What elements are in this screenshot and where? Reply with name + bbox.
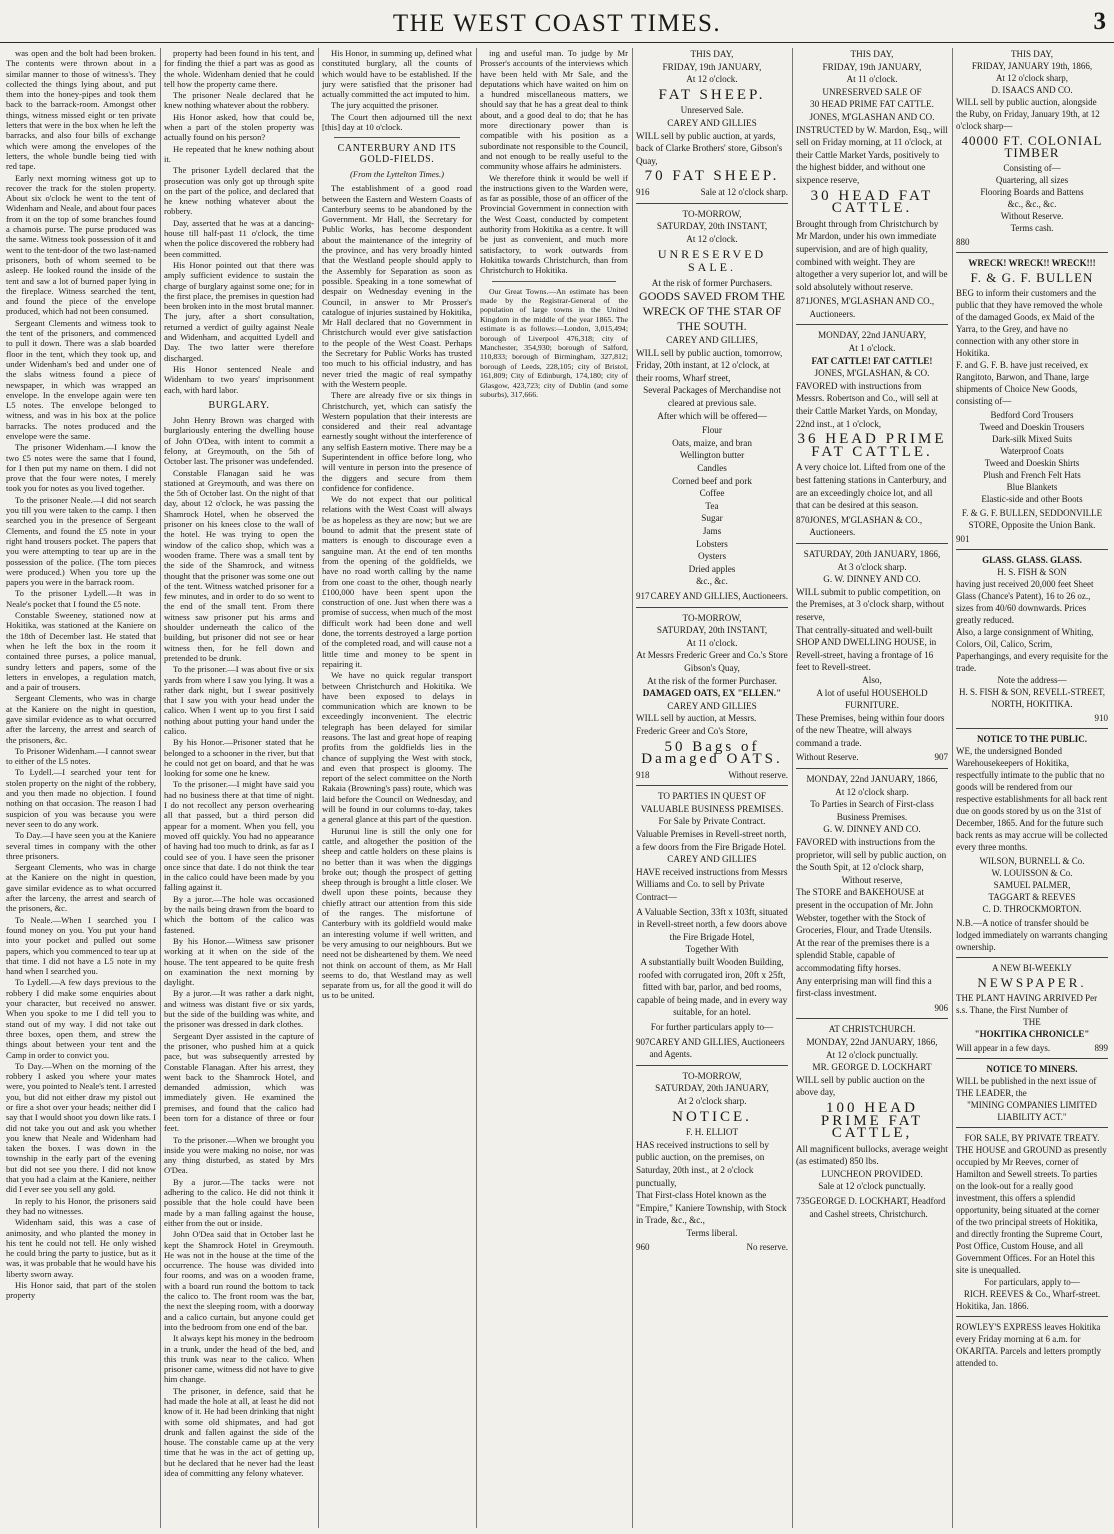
article-paragraph: John Henry Brown was charged with burglariously entering the dwelling house of John O'Dea, with intent to commit a felony, at Greymouth, on the 5th of October last. The prisoner was undefended.: [164, 415, 314, 467]
ad-nb: N.B.—A notice of transfer should be lodged immediately on warrants changing ownership.: [956, 918, 1108, 952]
ad-item-list: [636, 424, 788, 588]
list-item: Wellington butter: [679, 450, 745, 461]
ad-time: At 1 o'clock.: [848, 343, 896, 354]
ad-divider: [636, 203, 788, 204]
ad-body: BEG to inform their customers and the public that they have removed the whole of the damaged Goods, ex Maid of the Yarra, to the Grey, and have no connection with any other store in Hokitika.: [956, 288, 1103, 358]
article-paragraph: By his Honor.—Prisoner stated that he belonged to a schooner in the river, but that he could not get on board, and that he was looking for some one he knew.: [164, 737, 314, 779]
ad-body: WILL be published in the next issue of THE LEADER, the: [956, 1076, 1097, 1098]
ad-divider: [636, 607, 788, 608]
summing-up: [322, 48, 472, 132]
ad-time: At 12 o'clock sharp.: [835, 786, 909, 797]
list-item: Sugar: [701, 513, 723, 524]
article-paragraph: It always kept his money in the bedroom in a trunk, under the head of the bed, and this trunk was near to the calico. When prisoner came, witness did not have to give him change.: [164, 1333, 314, 1385]
ad-sub: For Sale by Private Contract.: [658, 816, 766, 827]
ad-body: THE PLANT HAVING ARRIVED Per s.s. Thane, the First Number of: [956, 993, 1098, 1015]
ad-body: WILL sell by public auction, alongside the Ruby, on Friday, January 19th, at 12 o'clock sharp—: [956, 97, 1100, 131]
list-item: Quartering, all sizes: [995, 175, 1069, 185]
ad-date: MONDAY, 22nd JANUARY,: [817, 330, 927, 341]
ad-bullen-wreck: [956, 257, 1108, 545]
ad-new-newspaper: [956, 962, 1108, 1054]
article-paragraph: To the prisoner.—When we brought you inside you were making no noise, nor was any thing disturbed, as stated by Mrs O'Dea.: [164, 1134, 314, 1176]
article-paragraph: Day, asserted that he was at a dancing-house till half-past 11 o'clock, the time when the police discovered the robbery had been committed.: [164, 217, 314, 259]
ad-auctioneer: D. ISAACS AND CO.: [991, 85, 1073, 95]
advert-column-6: [796, 48, 948, 1528]
ad-reserve: Without reserve.: [728, 769, 788, 780]
list-item: Plush and French Felt Hats: [983, 470, 1081, 480]
ad-body: To Parties in Search of First-class Business Premises.: [810, 799, 934, 822]
masthead: [0, 8, 1114, 43]
ad-number: 871: [796, 296, 810, 307]
ad-headline: FOR SALE, BY PRIVATE TREATY.: [964, 1133, 1100, 1143]
list-item: Tweed and Doeskin Trousers: [979, 422, 1085, 432]
ad-shop-dwelling: [796, 548, 948, 764]
article-paragraph: The prisoner Widenham.—I know the two £5 notes were the same that I found, for I then put my name on them. I did not prove that the four were notes, I merely took you for notes as you lived together.: [6, 442, 156, 494]
article-divider: [334, 137, 460, 138]
ad-divider: [796, 324, 948, 325]
ad-terms: Terms liberal.: [686, 1227, 738, 1238]
ad-empire-hotel: [636, 1070, 788, 1254]
ad-30-fat-cattle: [796, 48, 948, 320]
ad-time: At 11 o'clock.: [686, 637, 738, 648]
court-report-widenham: [164, 48, 314, 395]
news-column-3: [322, 48, 472, 1528]
ad-date: THIS DAY,: [690, 49, 734, 59]
canterbury-article: [322, 183, 472, 1000]
article-paragraph: Constable Flanagan said he was stationed at Greymouth, and was there on the 5th of October last. On the night of that day, about 12 o'clock, he was passing the Shamrock Hotel, when he observed the prisoner on his knees close to the wall of the hotel. He was trying to open the window of the calico shop, which was a wooden frame. There was a small tent by the side of the Shamrock, and witness thought that the prisoner was some one out of the tent. Witness watched prisoner for a few minutes, and in order to do so went to the end of the small tent. From there witness saw prisoner put his arms and shoulder underneath the calico of the building, but prisoner did not see or hear witness then, for he fell down and pretended to be drunk.: [164, 467, 314, 663]
ad-auctioneer: CAREY AND GILLIES: [667, 700, 757, 711]
ad-notice-to-public: [956, 733, 1108, 953]
article-paragraph: The jury acquitted the prisoner.: [331, 100, 439, 111]
article-paragraph: To the prisoner Neale.—I did not search you till you were taken to the camp. I then searched you in the presence of Sergeant Clements, and found the £5 note in your right hand trousers pocket. The papers that you were attempting to tear up are in the possession of the police. (The torn pieces were produced.) When you tore up the papers you were in the barrack room.: [6, 494, 156, 588]
list-item: C. D. THROCKMORTON.: [982, 904, 1082, 914]
article-paragraph: To Lydell.—A few days previous to the robbery I did make some enquiries about your character, but received no answer. When you spoke to me I did tell you to stand out of my way. I did not take out three boxes, open them, and strew the things about between your tent and the Camp in order to convict you.: [6, 977, 156, 1060]
ad-divider: [796, 543, 948, 544]
ad-number: 907: [934, 752, 948, 763]
ad-number: 901: [956, 534, 970, 544]
ad-title: "HOKITIKA CHRONICLE": [974, 1029, 1090, 1039]
ad-body: THE HOUSE and GROUND as presently occupied by Mr Reeves, corner of Hamilton and Sewell streets. To parties on the look-out for a really good investment, this offers a splendid opportunity, being situated at the corner of the two principal streets of Hokitika, and directly fronting the Supreme Court, Post Office, Custom House, and all Government Offices. For an Hotel this site is unequalled.: [956, 1145, 1107, 1275]
burglary-report: [164, 415, 314, 1478]
ad-body: WILL sell by public auction, at yards, back of Clarke Brothers' store, Gibson's Quay,: [636, 130, 783, 166]
list-item: Dried apples: [688, 563, 736, 574]
column-rule: [160, 48, 161, 1528]
ad-body: That First-class Hotel known as the "Empire," Kaniere Township, with Stock in Trade, &c., &c.,: [636, 1190, 787, 1226]
ad-place: At Messrs Frederic Greer and Co.'s Store Gibson's Quay,: [636, 650, 788, 673]
column-rule: [792, 48, 793, 1528]
ad-body: Also, a large consignment of Whiting, Colors, Oil, Calico, Scrim, Paperhangings, and every requisite for the trade.: [956, 627, 1108, 673]
list-item: Tea: [705, 500, 719, 511]
article-paragraph: To Neale.—When I searched you I found money on you. You put your hand into your pocket and pulled out some papers, which you commenced to tear up at that time. I did not have a L5 note in my hand when I searched you.: [6, 914, 156, 977]
list-item: Oysters: [697, 551, 727, 562]
article-paragraph: Sergeant Clements, who was in charge at the Kaniere on the night in question, gave similar evidence as to what occurred after the larceny, the arrest and search of the prisoners, &c.: [6, 862, 156, 914]
ad-firm: F. & G. F. BULLEN: [970, 270, 1094, 285]
canterbury-heading: CANTERBURY AND ITS GOLD-FIELDS.: [337, 143, 457, 165]
column-rule: [632, 48, 633, 1528]
ad-divider: [956, 549, 1108, 550]
ad-headline: 30 HEAD PRIME FAT CATTLE.: [810, 99, 934, 110]
ad-date: TO-MORROW,: [682, 1070, 742, 1081]
ad-body: All magnificent bullocks, average weight (as estimated) 850 lbs.: [796, 1143, 948, 1167]
ad-lot: 30 HEAD FAT CATTLE.: [810, 187, 934, 217]
ad-signatories: [956, 855, 1108, 915]
list-item: SAMUEL PALMER,: [993, 880, 1071, 890]
ad-headline: DAMAGED OATS, EX "ELLEN.": [642, 688, 782, 699]
ad-sale-time: Sale at 12 o'clock punctually.: [818, 1181, 926, 1192]
ad-body: WILL submit to public competition, on the Premises, at 3 o'clock sharp, without reserve,: [796, 586, 945, 622]
ad-notice-to-miners: [956, 1063, 1108, 1123]
ad-lot: 40000 FT. COLONIAL TIMBER: [961, 133, 1103, 160]
ad-headline: WRECK! WRECK!! WRECK!!!: [968, 258, 1096, 268]
ad-divider: [956, 1316, 1108, 1317]
ad-further: For particulars, apply to—: [984, 1277, 1080, 1287]
ad-number: 917: [636, 590, 650, 601]
ad-kicker: A NEW BI-WEEKLY: [992, 963, 1072, 973]
article-paragraph: Sergeant Clements and witness took to the tent of the prisoners, and commenced to pull it down. There was a slab boarded floor in the tent, which they took up, and under Widenham's bed and under one of the slabs witness found a piece of newspaper, in which was wrapped an envelope. In the envelope again were ten L5 notes. The envelope belonged to witness, and was in his box at the police barracks. The notes produced and the envelope were the same.: [6, 317, 156, 441]
article-source: (From the Lyttelton Times.): [350, 168, 444, 179]
list-item: WILSON, BURNELL & Co.: [979, 856, 1085, 866]
article-paragraph: The prisoner Neale declared that he knew nothing whatever about the robbery.: [164, 90, 314, 111]
ad-further: For further particulars apply to—: [650, 1021, 774, 1032]
ad-reserve: Unreserved Sale.: [680, 105, 744, 116]
ad-signature: CAREY AND GILLIES, Auctioneers.: [650, 590, 788, 601]
ad-divider: [956, 252, 1108, 253]
ad-date: THIS DAY,: [850, 49, 894, 59]
ad-headline: NOTICE TO MINERS.: [986, 1064, 1078, 1074]
ad-reserve: No reserve.: [746, 1242, 788, 1253]
advert-column-5: [636, 48, 788, 1528]
ad-auctioneer: JONES, M'GLASHAN, & CO.: [814, 368, 930, 379]
ad-body: FAVORED with instructions from the proprietor, will sell by public auction, on the South Spit, at 12 o'clock sharp,: [796, 837, 947, 873]
ad-divider: [956, 728, 1108, 729]
article-paragraph: To the prisoner.—I might have said you had no business there at that time of night. I do not recollect any person overhearing all that passed, but a third person did appear for a moment. When you fell, you moved off quickly. You had no appearance of having had too much to drink, as far as I could see of you. I have seen the prisoner once since that date. I do not think the tear in the calico could have been made by you falling against it.: [164, 779, 314, 893]
ad-lot: 100 HEAD PRIME FAT CATTLE,: [820, 1099, 924, 1142]
ad-date: SATURDAY, 20th JANUARY,: [655, 1083, 769, 1094]
list-item: &c., &c., &c.: [1007, 199, 1057, 209]
article-paragraph: His Honor pointed out that there was amply sufficient evidence to sustain the charge of burglary against some one; for in the first place, the premises in question had been broken into in the most brutal manner. The jury, after a short consultation, returned a verdict of guilty against Neale and Widenham, and acquitted Lydell and Day. The two latter were therefore discharged.: [164, 259, 314, 363]
article-paragraph: He repeated that he knew nothing about it.: [164, 143, 314, 164]
ad-date: SATURDAY, 20th JANUARY, 1866,: [803, 548, 941, 559]
ad-body: having just received 20,000 feet Sheet Glass (Chance's Patent), 16 to 26 oz., sizes from 40/60 downwards. Prices greatly reduced.: [956, 579, 1094, 625]
ad-damaged-oats: [636, 612, 788, 782]
ad-body: FAVORED with instructions from Messrs. Robertson and Co., will sell at their Cattle Market Yards, on Monday, 22nd inst., at 1 o'clock,: [796, 380, 939, 429]
list-item: Tweed and Doeskin Shirts: [984, 458, 1080, 468]
ad-headline: FAT CATTLE! FAT CATTLE!: [811, 355, 933, 366]
ad-date: FRIDAY, 19th JANUARY,: [822, 61, 922, 72]
article-paragraph: The Court then adjourned till the next [this] day at 10 o'clock.: [322, 111, 472, 133]
article-paragraph: To the prisoner.—I was about five or six yards from where I saw you lying. It was a rather dark night, but I swear positively that I saw you with your head under the calico. When I went up to you first I said nothing about putting your hand under the calico.: [164, 664, 314, 736]
ad-body: WILL sell by public auction, tomorrow, Friday, 20th instant, at 12 o'clock, at their rooms, Wharf street,: [636, 347, 783, 383]
ad-star-of-the-south: [636, 208, 788, 603]
ad-body: WILL sell by public auction on the above day,: [796, 1074, 925, 1098]
ad-item-list: [636, 906, 788, 1019]
article-paragraph: The prisoner Lydell declared that the prosecution was only got up through spite on the part of the police, and declared that he knew nothing whatever about the robbery.: [164, 165, 314, 217]
ad-item-list: [956, 162, 1108, 234]
ad-body: Brought through from Christchurch by Mr Mardon, under his own immediate supervision, and are of high quality, combined with weight. They are altogether a very superior lot, and will be sold absolutely without reserve.: [796, 218, 948, 292]
ad-body: F. and G. F. B. have just received, ex Rangitoto, Barwon, and Thane, large shipments of Choice New Goods, consisting of—: [956, 360, 1089, 406]
ad-signature: CAREY AND GILLIES, Auctioneers and Agents.: [649, 1036, 785, 1060]
list-item: &c., &c.: [696, 576, 728, 587]
ad-christchurch-cattle: [796, 1023, 948, 1220]
ad-title: "MINING COMPANIES LIMITED LIABILITY ACT.": [967, 1100, 1097, 1122]
ad-reserve: Without reserve,: [841, 874, 903, 885]
ad-body: Also,: [862, 674, 882, 685]
ad-body: The STORE and BAKEHOUSE at present in the occupation of Mr. John Webster, together with the Stock of Groceries, Flour, and Trade Utensils.: [796, 887, 934, 936]
article-paragraph: Sergeant Dyer assisted in the capture of the prisoner, who pushed him at a quick pace, but was subsequently arrested by Constable Flanagan. After his arrest, they went back to the Shamrock Hotel, and demanded admission, which was immediately given. He examined the premises, and found that the calico had been torn for a distance of three or four feet.: [164, 1030, 314, 1134]
ad-time: At 3 o'clock sharp.: [837, 561, 907, 572]
ad-headline: UNRESERVED SALE.: [657, 247, 767, 274]
list-item: Without Reserve.: [1000, 211, 1064, 221]
ad-time: At 12 o'clock.: [686, 233, 738, 244]
list-item: A Valuable Section, 33ft x 103ft, situated in Revell-street north, a few doors above the Fire Brigade Hotel,: [636, 906, 788, 942]
ad-glass: [956, 554, 1108, 724]
ad-auctioneer: CAREY AND GILLIES: [667, 117, 757, 128]
list-item: Blue Blankets: [1006, 482, 1058, 492]
ad-number: 918: [636, 769, 650, 780]
article-paragraph: To Day.—I have seen you at the Kaniere several times in company with the other three prisoners.: [6, 830, 156, 861]
list-item: Waterproof Coats: [1000, 446, 1064, 456]
article-paragraph: was open and the bolt had been broken. The contents were thrown about in a similar manner to those of witness's. They collected the things lying about, and put them into the honey-pipes and took them back to the barrack-room. Amongst other things, witness missed eight or ten private letters that were in the box when he left the barracks, and also four bills of exchange which were among the envelopes of the letters, the whole bundle being tied with red tape.: [6, 48, 156, 172]
ad-auctioneer: CAREY AND GILLIES: [667, 854, 757, 865]
ad-signature: F. & G. F. BULLEN, SEDDONVILLE STORE, Opposite the Union Bank.: [961, 508, 1103, 530]
ad-number: 916: [636, 186, 650, 197]
ad-signature: JONES, M'GLASHAN AND CO., Auctioneers.: [809, 296, 935, 319]
list-item: Terms cash.: [1010, 223, 1054, 233]
ad-headline: FAT SHEEP.: [658, 86, 766, 103]
ad-fat-sheep: [636, 48, 788, 199]
article-paragraph: Widenham said, this was a case of animosity, and who planted the money in his tent he could not tell. He only wished he could bring the party to justice, but as it was, it was probable that he would have his liberty sworn away.: [6, 1217, 156, 1279]
ad-divider: [796, 1018, 948, 1019]
article-paragraph: Constable Sweeney, stationed now at Hokitika, was stationed at the Kaniere on the 18th of December last. He stated that when he left the box in the room it contained three purses, a police manual, sundry letters and papers, some of the letters in envelopes, a regulation match, and a pair of trousers.: [6, 610, 156, 693]
list-item: A substantially built Wooden Building, roofed with corrugated iron, 20ft x 25ft, fitted with bar, parlor, and bed rooms, capable of being made, and in every way suitable, for an hotel.: [636, 957, 788, 1018]
page-number: 3: [1093, 8, 1106, 35]
list-item: Lobsters: [696, 538, 728, 549]
ad-date: MONDAY, 22nd JANUARY, 1866,: [806, 774, 938, 785]
newspaper-title: THE WEST COAST TIMES.: [392, 10, 722, 37]
ad-36-fat-cattle: [796, 329, 948, 539]
ad-place: AT CHRISTCHURCH.: [828, 1024, 916, 1035]
ad-date: SATURDAY, 20th INSTANT,: [656, 221, 768, 232]
ad-auctioneer: JONES, M'GLASHAN AND CO.: [809, 111, 935, 122]
ad-lot: 70 FAT SHEEP.: [644, 168, 780, 185]
ad-firm: H. S. FISH & SON: [997, 567, 1067, 577]
list-item: Dark-silk Mixed Suits: [992, 434, 1072, 444]
ad-note: Note the address—: [997, 675, 1067, 685]
ad-headline: UNRESERVED SALE OF: [822, 86, 922, 97]
ad-headline: NOTICE TO THE PUBLIC.: [976, 734, 1088, 744]
ad-auctioneer: G. W. DINNEY AND CO.: [823, 824, 921, 835]
ad-signature: H. S. FISH & SON, REVELL-STREET, NORTH, HOKITIKA.: [958, 687, 1106, 709]
article-paragraph: To the prisoner Lydell.—It was in Neale's pocket that I found the £5 note.: [6, 588, 156, 609]
article-paragraph: By a juror.—It was rather a dark night, and witness was distant five or six yards, but the side of the building was white, and the prisoner was dressed in dark clothes.: [164, 988, 314, 1030]
article-paragraph: Hurunui line is still the only one for cattle, and altogether the position of the sheep and cattle holders on these plains is no better than it was when the diggings broke out; though the prospect of getting sheep through is brought a little closer. We dwell upon these points, because they chiefly attract our attention from this side of the ranges. The misfortune of Canterbury with its goldfield would make an interesting volume if well written, and be very amusing to our neighbours. But we need not be disheartened by them. We need not think on account of them, as Mr Hall seems to do, that Westland may as well separate from us, for all the good it will do us to be united.: [322, 825, 472, 1001]
ad-date: THIS DAY,: [1010, 49, 1053, 59]
ad-date: SATURDAY, 20th INSTANT,: [656, 625, 768, 636]
article-paragraph: Sergeant Clements, who was in charge at the Kaniere on the night in question, gave similar evidence as to what occurred after the larceny, the arrest and search of the prisoners, &c.: [6, 693, 156, 745]
ad-body: Several Packages of Merchandise not cleared at previous sale.: [643, 385, 781, 409]
ad-lunch: LUNCHEON PROVIDED.: [821, 1168, 923, 1179]
ad-body: Any enterprising man will find this a first-class investment.: [796, 975, 932, 999]
article-paragraph: We have no quick regular transport between Christchurch and Hokitika. We have been exposed to delays in communication which are known to be exceedingly inconvenient. The electric telegraph has been delayed for similar reasons. The last and great hope of reaping profits from the goldfields lies in the chance of supplying the West with stock, and even that prospect is gloomy. The report of the select committee on the North Rakaia (Browning's pass) route, which was laid before the Council on Wednesday, and will be found in our columns to-day, takes a general glance at this part of the question.: [322, 670, 472, 825]
ad-colonial-timber: [956, 48, 1108, 248]
ad-date: Hokitika, Jan. 1866.: [956, 1301, 1029, 1311]
ad-headline: GOODS SAVED FROM THE WRECK OF THE STAR OF THE SOUTH.: [639, 289, 785, 334]
article-paragraph: There are already five or six things in Christchurch, yet, which can satisfy the Western population that their interests are considered and their real advantage earnestly sought without the interference of any selfish Eastern motive. There may be a Superintendent in office before long, who will venture in person into the presence of the diggers and secure from them confidence for confidence.: [322, 390, 472, 493]
article-paragraph: To Day.—When on the morning of the robbery I asked you where your mates were, you pointed to Neale's tent. I arrested you, but did not either draw my pistol out or fire a shot over your heads; neither did I say that I would shoot you down like rats. I did not take you out and ask you whether you knew that Neale and Widenham had taken the boxes. I was down in the township in the early part of the evening but did not see you there. I did not know that you had a claim at the Kaniere, neither did I ever see you sell any gold.: [6, 1060, 156, 1195]
ad-lot: 50 Bags of Damaged OATS.: [641, 738, 783, 768]
ad-number: 960: [636, 1242, 650, 1253]
ad-divider: [956, 1127, 1108, 1128]
list-item: TAGGART & REEVES: [988, 892, 1076, 902]
ad-body: HAVE received instructions from Messrs Williams and Co. to sell by Private Contract—: [636, 866, 788, 903]
ad-item-list: [956, 409, 1108, 505]
advert-column-7: [956, 48, 1108, 1528]
article-paragraph: We do not expect that our political relations with the West Coast will always be as hopeless as they are now; but we are bound to admit that the present state of matters is enough to discourage even a sanguine man. At the end of ten months from the opening of the goldfields, we have no road worth calling by the name from one coast to the other, though nearly £100,000 have been spent upon the construction of one. Just when there was a promise of success, when much of the most difficult work had been done and well done, the torrents destroyed a large portion of the completed road, and will cause not a little time and money to be spent in repairing it.: [322, 494, 472, 669]
ad-body: That centrally-situated and well-built SHOP AND DWELLING HOUSE, in Revell-street, having a frontage of 16 feet to Revell-street.: [796, 624, 937, 673]
list-item: Elastic-side and other Boots: [981, 494, 1083, 504]
ad-headline: GLASS. GLASS. GLASS.: [982, 555, 1082, 565]
ad-number: 899: [1094, 1043, 1108, 1053]
ad-body: Will appear in a few days.: [956, 1043, 1051, 1053]
list-item: Bedford Cord Trousers: [990, 410, 1074, 420]
ad-divider: [956, 1058, 1108, 1059]
ad-signature: RICH. REEVES & Co., Wharf-street.: [963, 1289, 1101, 1299]
ad-divider: [636, 785, 788, 786]
article-paragraph: His Honor, in summing up, defined what constituted burglary, all the counts of which would have to be established. If the jury were satisfied that the prisoner had actually committed the act imputed to him.: [322, 48, 472, 100]
ad-rowleys-express: [956, 1321, 1108, 1369]
article-paragraph: To Prisoner Widenham.—I cannot swear to either of the L5 notes.: [6, 745, 156, 767]
ad-divider: [956, 957, 1108, 958]
ad-auctioneer: MR. GEORGE D. LOCKHART: [812, 1062, 932, 1073]
ad-signature: JONES, M'GLASHAN & CO., Auctioneers.: [809, 514, 923, 538]
ad-divider: [796, 768, 948, 769]
ad-risk: At the risk of the former Purchaser.: [647, 675, 777, 686]
ad-number: 870: [796, 514, 810, 525]
list-item: Consisting of—: [1003, 163, 1061, 173]
article-paragraph: property had been found in his tent, and for finding the thief a part was as good as the whole. Widenham denied that he could tell how the property came there.: [164, 48, 314, 89]
column-rule: [952, 48, 953, 1528]
article-paragraph: The establishment of a good road between the Eastern and Western Coasts of Canterbury seems to be abandoned by the Government. Mr Hall, the Secretary for Public Works, has become despondent about the maintenance of the integrity of the province, and has very broadly hinted that the Westland people should apply to the Assembly for Separation as soon as possible. Speaking in a tone somewhat of despair on Wednesday evening in the Council, in answer to Mr Prosser's catalogue of injuries sustained by Hokitika, Mr Hall declared that no Government in Christchurch would ever give satisfaction to the people of the West Coast. Perhaps the Secretary for Public Works has trusted too much to his official industry, and has never tried the magic of real sympathy with the Western people.: [322, 183, 472, 389]
court-report-continued: [6, 48, 156, 1301]
news-column-1: [6, 48, 156, 1528]
list-item: Oats, maize, and bran: [672, 437, 752, 448]
list-item: Corned beef and pork: [672, 475, 752, 486]
news-column-2: [164, 48, 314, 1528]
article-paragraph: John O'Dea said that in October last he kept the Shamrock Hotel in Greymouth. He was not in the house at the time of the occurrence. The house was divided into four rooms, and was on a wooden frame, with a board run round the bottom to tack the calico to. The front room was the bar, the next the sleeping room, with a doorway and a calico curtain, but anyone could get into the bedroom from one end of the bar.: [164, 1229, 314, 1332]
ad-divider: [636, 1065, 788, 1066]
canterbury-article-continued: [480, 48, 628, 276]
article-paragraph: To Lydell.—I searched your tent for stolen property on the night of the robbery, and you then made no objection. I found nothing on that occasion. The reason I had suspicion of you was because you were never seen to do any work.: [6, 767, 156, 829]
ad-time: At 2 o'clock sharp.: [677, 1095, 747, 1106]
ad-body: These Premises, being within four doors of the new Theatre, will always command a trade.: [796, 712, 945, 748]
ad-date: FRIDAY, JANUARY 19th, 1866,: [971, 61, 1093, 71]
ad-number: 735: [796, 1196, 810, 1207]
article-paragraph: By a juror.—The tacks were not adhering to the calico. He did not think it possible that the hole could have been made by a man falling against the house, either from the out or inside.: [164, 1176, 314, 1228]
list-item: Together With: [685, 944, 739, 955]
ad-body: At the rear of the premises there is a splendid Stable, capable of accommodating fifty horses.: [796, 937, 930, 973]
list-item: Candles: [697, 463, 727, 474]
ad-lot: 36 HEAD PRIME FAT CATTLE.: [797, 431, 947, 460]
burglary-heading: BURGLARY.: [208, 399, 270, 411]
ad-business-premises: [636, 790, 788, 1060]
ad-body: Valuable Premises in Revell-street north, a few doors from the Fire Brigade Hotel.: [636, 829, 787, 852]
article-divider: [492, 281, 616, 282]
ad-number: 906: [934, 1002, 948, 1013]
article-paragraph: His Honor said, that part of the stolen property: [6, 1280, 156, 1301]
ad-body: THE: [1023, 1017, 1041, 1027]
ad-headline: NOTICE.: [672, 1108, 752, 1125]
ad-time: At 11 o'clock.: [846, 74, 898, 85]
article-paragraph: His Honor asked, how that could be, when a part of the stolen property was actually found on his person?: [164, 111, 314, 143]
article-paragraph: In reply to his Honor, the prisoners said they had no witnesses.: [6, 1195, 156, 1216]
ad-auctioneer: CAREY AND GILLIES,: [666, 335, 758, 346]
list-item: Flooring Boards and Battens: [980, 187, 1084, 197]
ad-body: WE, the undersigned Bonded Warehousekeepers of Hokitika, respectfully intimate to the public that no goods will be rendered from our respective establishments for all back rent due on goods stored by us on the 31st of December, 1865. And for the future such back rents as may accrue will be collected every three months.: [956, 746, 1108, 852]
ad-auctioneer: G. W. DINNEY AND CO.: [823, 574, 921, 585]
ad-signature: GEORGE D. LOCKHART, Headford and Cashel streets, Christchurch.: [809, 1196, 946, 1219]
article-paragraph: We therefore think it would be well if the instructions given to the Warden were, as far as possible, those of an officer of the Provincial Government in connection with the West Coast, conducted by competent authority from Hokitika as a centre. It will be just as convenient, and much more satisfactory, to work outwards from Hokitika towards Christchurch, than from Christchurch to Hokitika.: [480, 172, 628, 276]
ad-number: 910: [1094, 713, 1108, 723]
article-paragraph: ing and useful man. To judge by Mr Prosser's accounts of the interviews which have been held with Mr Sale, and the deputations which have waited on him on a hundred miscellaneous matters, we should say that he has a great deal to think about, and a good deal to do; that he has more directionary power than is compatible with his position as a subordinate not responsible to the Council, and not enough to be really useful to the community whose affairs he administers.: [480, 48, 628, 172]
ad-date: MONDAY, 22nd JANUARY, 1866,: [806, 1036, 938, 1047]
list-item: Coffee: [699, 488, 725, 499]
great-towns-note: Our Great Towns.—An estimate has been made by the Registrar-General of the population of large towns in the United Kingdom in the middle of the year 1865. The estimate is as follows:—London, 3,015,494; borough of Liverpool 476,318; city of Manchester, 354,930; borough of Salford, 110,833; borough of Birmingham, 327,812; borough of Leeds, 228,105; city of Bristol, 161,809; City of Edinburgh, 174,180; city of Glasgow, 423,723; city of Dublin (and some suburbs), 317,666.: [480, 286, 628, 399]
ad-date: FRIDAY, 19th JANUARY,: [662, 61, 762, 72]
column-rule: [318, 48, 319, 1528]
ad-body: ROWLEY'S EXPRESS leaves Hokitika every Friday morning at 6 a.m. for OKARITA. Parcels and letters promptly attended to.: [956, 1322, 1101, 1368]
article-paragraph: The prisoner, in defence, said that he had made the hole at all, at least he did not know of it. He had been drinking that night with some old shipmates, and had got drunk and fallen against the side of the house. The constable came up at the very time that he was in the act of getting up, but he declared that he never had the least idea of committing any felony whatever.: [164, 1385, 314, 1479]
ad-auctioneer: F. H. ELLIOT: [685, 1127, 739, 1138]
ad-headline: TO PARTIES IN QUEST OF VALUABLE BUSINESS PREMISES.: [640, 791, 784, 814]
ad-headline: NEWSPAPER.: [977, 975, 1087, 990]
list-item: W. LOUISSON & Co.: [991, 868, 1073, 878]
article-paragraph: His Honor sentenced Neale and Widenham to two years' imprisonment each, with hard labor.: [164, 363, 314, 395]
ad-private-treaty: [956, 1132, 1108, 1312]
ad-number: 907: [636, 1036, 650, 1047]
ad-reserve: Without Reserve.: [796, 752, 859, 763]
column-rule: [476, 48, 477, 1528]
list-item: Jams: [702, 526, 722, 536]
ad-body: A very choice lot. Lifted from one of the best fattening stations in Canterbury, and are an exceedingly choice lot, and all that can be desired at this season.: [796, 462, 947, 511]
ad-risk: At the risk of former Purchasers.: [651, 277, 773, 288]
ad-time: At 12 o'clock sharp,: [995, 73, 1069, 83]
article-paragraph: Early next morning witness got up to recover the track for the stolen property. About six o'clock he went to the tent of Widenham and Neale, and about four paces from it on the top of some branches found a chamois purse. The purse produced was the same. Witness took possession of it and went to the tent-door of the two last-named prisoners, both of whom seemed to be asleep. He looked round the inside of the tent and saw a lot of burned paper lying in the fireplace. Witness searched the tent, and found the piece of the envelope produced, which had not been consumed.: [6, 172, 156, 317]
ad-time: At 12 o'clock punctually.: [826, 1049, 918, 1060]
ad-store-bakehouse: [796, 773, 948, 1014]
ad-body: A lot of useful HOUSEHOLD FURNITURE.: [816, 687, 928, 711]
ad-number: 880: [956, 237, 970, 247]
ad-time: At 12 o'clock.: [686, 74, 738, 85]
article-paragraph: By his Honor.—Witness saw prisoner working at it when on the side of the house. The tent appeared to be quite fresh on examination the next morning by daylight.: [164, 935, 314, 988]
ad-body: WILL sell by auction, at Messrs. Frederic Greer and Co's Store,: [636, 713, 757, 736]
ad-date: TO-MORROW,: [682, 612, 742, 623]
ad-body: After which will be offered—: [657, 410, 767, 421]
news-column-4: [480, 48, 628, 1528]
ad-body: INSTRUCTED by W. Mardon, Esq., will sell on Friday morning, at 11 o'clock, at their Cattle Market Yards, positively to the highest bidder, and without one sixpence reserve,: [796, 124, 948, 185]
ad-sale-time: Sale at 12 o'clock sharp.: [700, 186, 788, 197]
list-item: Flour: [702, 425, 722, 436]
ad-date: TO-MORROW,: [682, 208, 742, 219]
ad-body: HAS received instructions to sell by public auction, on the premises, on Saturday, 20th inst., at 2 o'clock punctually,: [636, 1139, 769, 1188]
article-paragraph: By a juror.—The hole was occasioned by the nails being drawn from the board to which the bottom of the calico was fastened.: [164, 893, 314, 935]
